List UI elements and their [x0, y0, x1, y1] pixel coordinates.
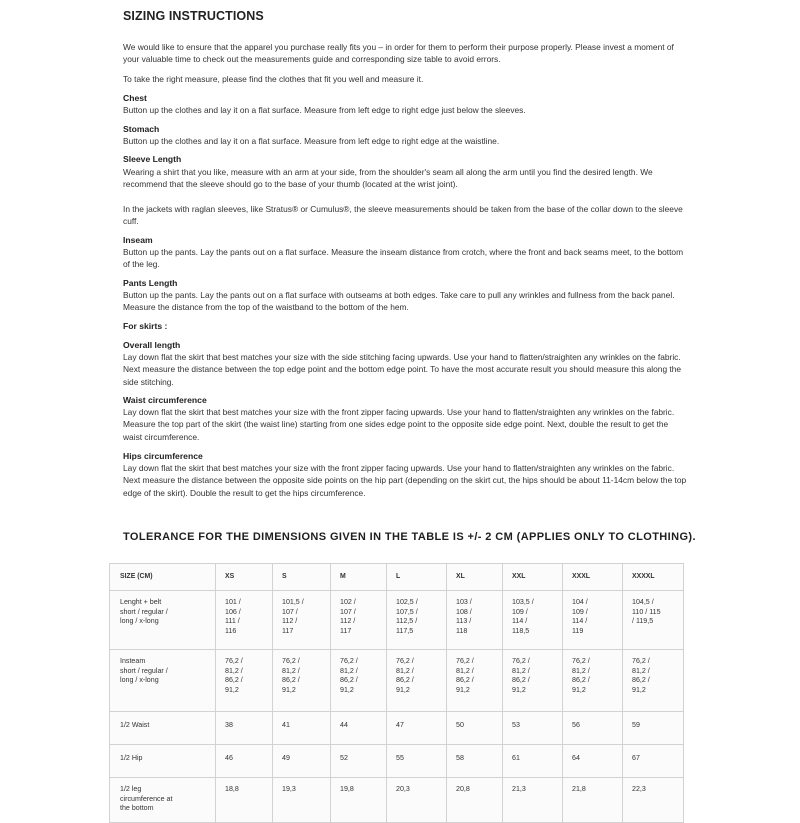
table-cell: 76,2 / 81,2 / 86,2 / 91,2 — [503, 650, 563, 712]
table-row — [110, 650, 684, 712]
header-cell: XL — [447, 564, 503, 591]
table-cell: 76,2 / 81,2 / 86,2 / 91,2 — [387, 650, 447, 712]
table-cell: 102,5 / 107,5 / 112,5 / 117,5 — [387, 591, 447, 650]
table-cell: 64 — [563, 745, 623, 778]
table-cell: 56 — [563, 712, 623, 745]
waist-text: Lay down flat the skirt that best matches your size with the front zipper facing upwards. Use your hand to flatten/straighten any wrinkles on the fabric. Measure the top part of the skirt (the waist line) starting from one sides edge point to the opposite side edge point. Next, double the result to get the waist circumference. — [123, 407, 675, 442]
pants-length-text: Button up the pants. Lay the pants out on a flat surface with outseams at both edges. Take care to pull any wrinkles and fullness from the back panel. Measure the distance from the top of the waistband to the bottom of the hem. — [123, 290, 675, 313]
hips-text: Lay down flat the skirt that best matches your size with the front zipper facing upwards. Use your hand to flatten/straighten any wrinkles on the fabric. Next measure the distance between the opposite side points on the hip part (depending on the skirt cut, the hips should be about 11-14cm below the top edge of the skirt). Double the result to get the hips circumference. — [123, 463, 687, 498]
table-cell: 103,5 / 109 / 114 / 118,5 — [503, 591, 563, 650]
table-cell: 21,8 — [563, 778, 623, 823]
table-cell: 102 / 107 / 112 / 117 — [331, 591, 387, 650]
header-cell: S — [273, 564, 331, 591]
table-cell: 61 — [503, 745, 563, 778]
table-cell: 76,2 / 81,2 / 86,2 / 91,2 — [273, 650, 331, 712]
table-cell: 47 — [387, 712, 447, 745]
header-cell: XS — [216, 564, 273, 591]
header-cell: XXL — [503, 564, 563, 591]
inseam-heading: Inseam — [123, 235, 153, 245]
table-cell: 19,3 — [273, 778, 331, 823]
header-cell: SIZE (CM) — [110, 564, 216, 591]
inseam-text: Button up the pants. Lay the pants out on a flat surface. Measure the inseam distance from crotch, where the front and back seams meet, to the bottom of the leg. — [123, 247, 684, 270]
table-cell: 41 — [273, 712, 331, 745]
table-cell: 1/2 Hip — [110, 745, 216, 778]
sleeve-heading: Sleeve Length — [123, 154, 182, 164]
table-cell: 52 — [331, 745, 387, 778]
intro-paragraph-2: To take the right measure, please find the clothes that fit you well and measure it. — [123, 74, 424, 84]
table-cell: 101 / 106 / 111 / 116 — [216, 591, 273, 650]
table-cell: 38 — [216, 712, 273, 745]
chest-text: Button up the clothes and lay it on a flat surface. Measure from left edge to right edge just below the sleeves. — [123, 105, 526, 115]
header-cell: XXXXL — [623, 564, 684, 591]
table-row — [110, 745, 684, 778]
waist-heading: Waist circumference — [123, 395, 207, 405]
table-cell: 58 — [447, 745, 503, 778]
table-cell: 53 — [503, 712, 563, 745]
page-title: SIZING INSTRUCTIONS — [123, 9, 264, 23]
table-cell: 55 — [387, 745, 447, 778]
stomach-heading: Stomach — [123, 124, 160, 134]
table-cell: 20,8 — [447, 778, 503, 823]
overall-length-text: Lay down flat the skirt that best matches your size with the side stitching facing upwards. Use your hand to flatten/straighten any wrinkles on the fabric. Next measure the distance between the top edge point and the bottom edge point. To have the most accurate result you should measure this along the side stitching. — [123, 352, 682, 387]
table-cell: 18,8 — [216, 778, 273, 823]
table-row — [110, 712, 684, 745]
table-cell: 22,3 — [623, 778, 684, 823]
hips-heading: Hips circumference — [123, 451, 203, 461]
table-cell: 19,8 — [331, 778, 387, 823]
table-cell: 21,3 — [503, 778, 563, 823]
header-cell: XXXL — [563, 564, 623, 591]
table-row — [110, 778, 684, 823]
table-cell: 49 — [273, 745, 331, 778]
header-cell: L — [387, 564, 447, 591]
table-cell: Insteam short / regular / long / x-long — [110, 650, 216, 712]
intro-paragraph-1: We would like to ensure that the apparel you purchase really fits you – in order for them to perform their purpose properly. Please invest a moment of your valuable time to check out the measurements guide and corresponding size table to avoid errors. — [123, 42, 674, 65]
table-cell: 76,2 / 81,2 / 86,2 / 91,2 — [331, 650, 387, 712]
size-table-container — [109, 563, 683, 813]
pants-length-heading: Pants Length — [123, 278, 178, 288]
table-cell: 46 — [216, 745, 273, 778]
table-header-row — [110, 564, 684, 591]
table-cell: 44 — [331, 712, 387, 745]
stomach-text: Button up the clothes and lay it on a flat surface. Measure from left edge to right edge at the waistline. — [123, 136, 500, 146]
table-cell: 76,2 / 81,2 / 86,2 / 91,2 — [623, 650, 684, 712]
size-table — [109, 563, 684, 823]
chest-heading: Chest — [123, 93, 147, 103]
table-cell: 67 — [623, 745, 684, 778]
tolerance-heading: TOLERANCE FOR THE DIMENSIONS GIVEN IN THE TABLE IS +/- 2 CM (APPLIES ONLY TO CLOTHING). — [123, 531, 696, 543]
table-cell: Lenght + belt short / regular / long / x-long — [110, 591, 216, 650]
table-cell: 76,2 / 81,2 / 86,2 / 91,2 — [447, 650, 503, 712]
table-cell: 104 / 109 / 114 / 119 — [563, 591, 623, 650]
table-cell: 50 — [447, 712, 503, 745]
table-cell: 1/2 Waist — [110, 712, 216, 745]
table-cell: 101,5 / 107 / 112 / 117 — [273, 591, 331, 650]
table-cell: 76,2 / 81,2 / 86,2 / 91,2 — [563, 650, 623, 712]
overall-length-heading: Overall length — [123, 340, 181, 350]
table-cell: 1/2 leg circumference at the bottom — [110, 778, 216, 823]
table-cell: 20,3 — [387, 778, 447, 823]
sleeve-raglan-text: In the jackets with raglan sleeves, like Stratus® or Cumulus®, the sleeve measurements should be taken from the base of the collar down to the sleeve cuff. — [123, 204, 683, 227]
table-cell: 59 — [623, 712, 684, 745]
table-row — [110, 591, 684, 650]
table-cell: 103 / 108 / 113 / 118 — [447, 591, 503, 650]
table-cell: 76,2 / 81,2 / 86,2 / 91,2 — [216, 650, 273, 712]
skirts-label: For skirts : — [123, 321, 168, 331]
sleeve-text: Wearing a shirt that you like, measure with an arm at your side, from the shoulder's seam all along the arm until you find the desired length. We recommend that the sleeve should go to the base of your thumb (located at the wrist joint). — [123, 167, 653, 190]
header-cell: M — [331, 564, 387, 591]
table-cell: 104,5 / 110 / 115 / 119,5 — [623, 591, 684, 650]
